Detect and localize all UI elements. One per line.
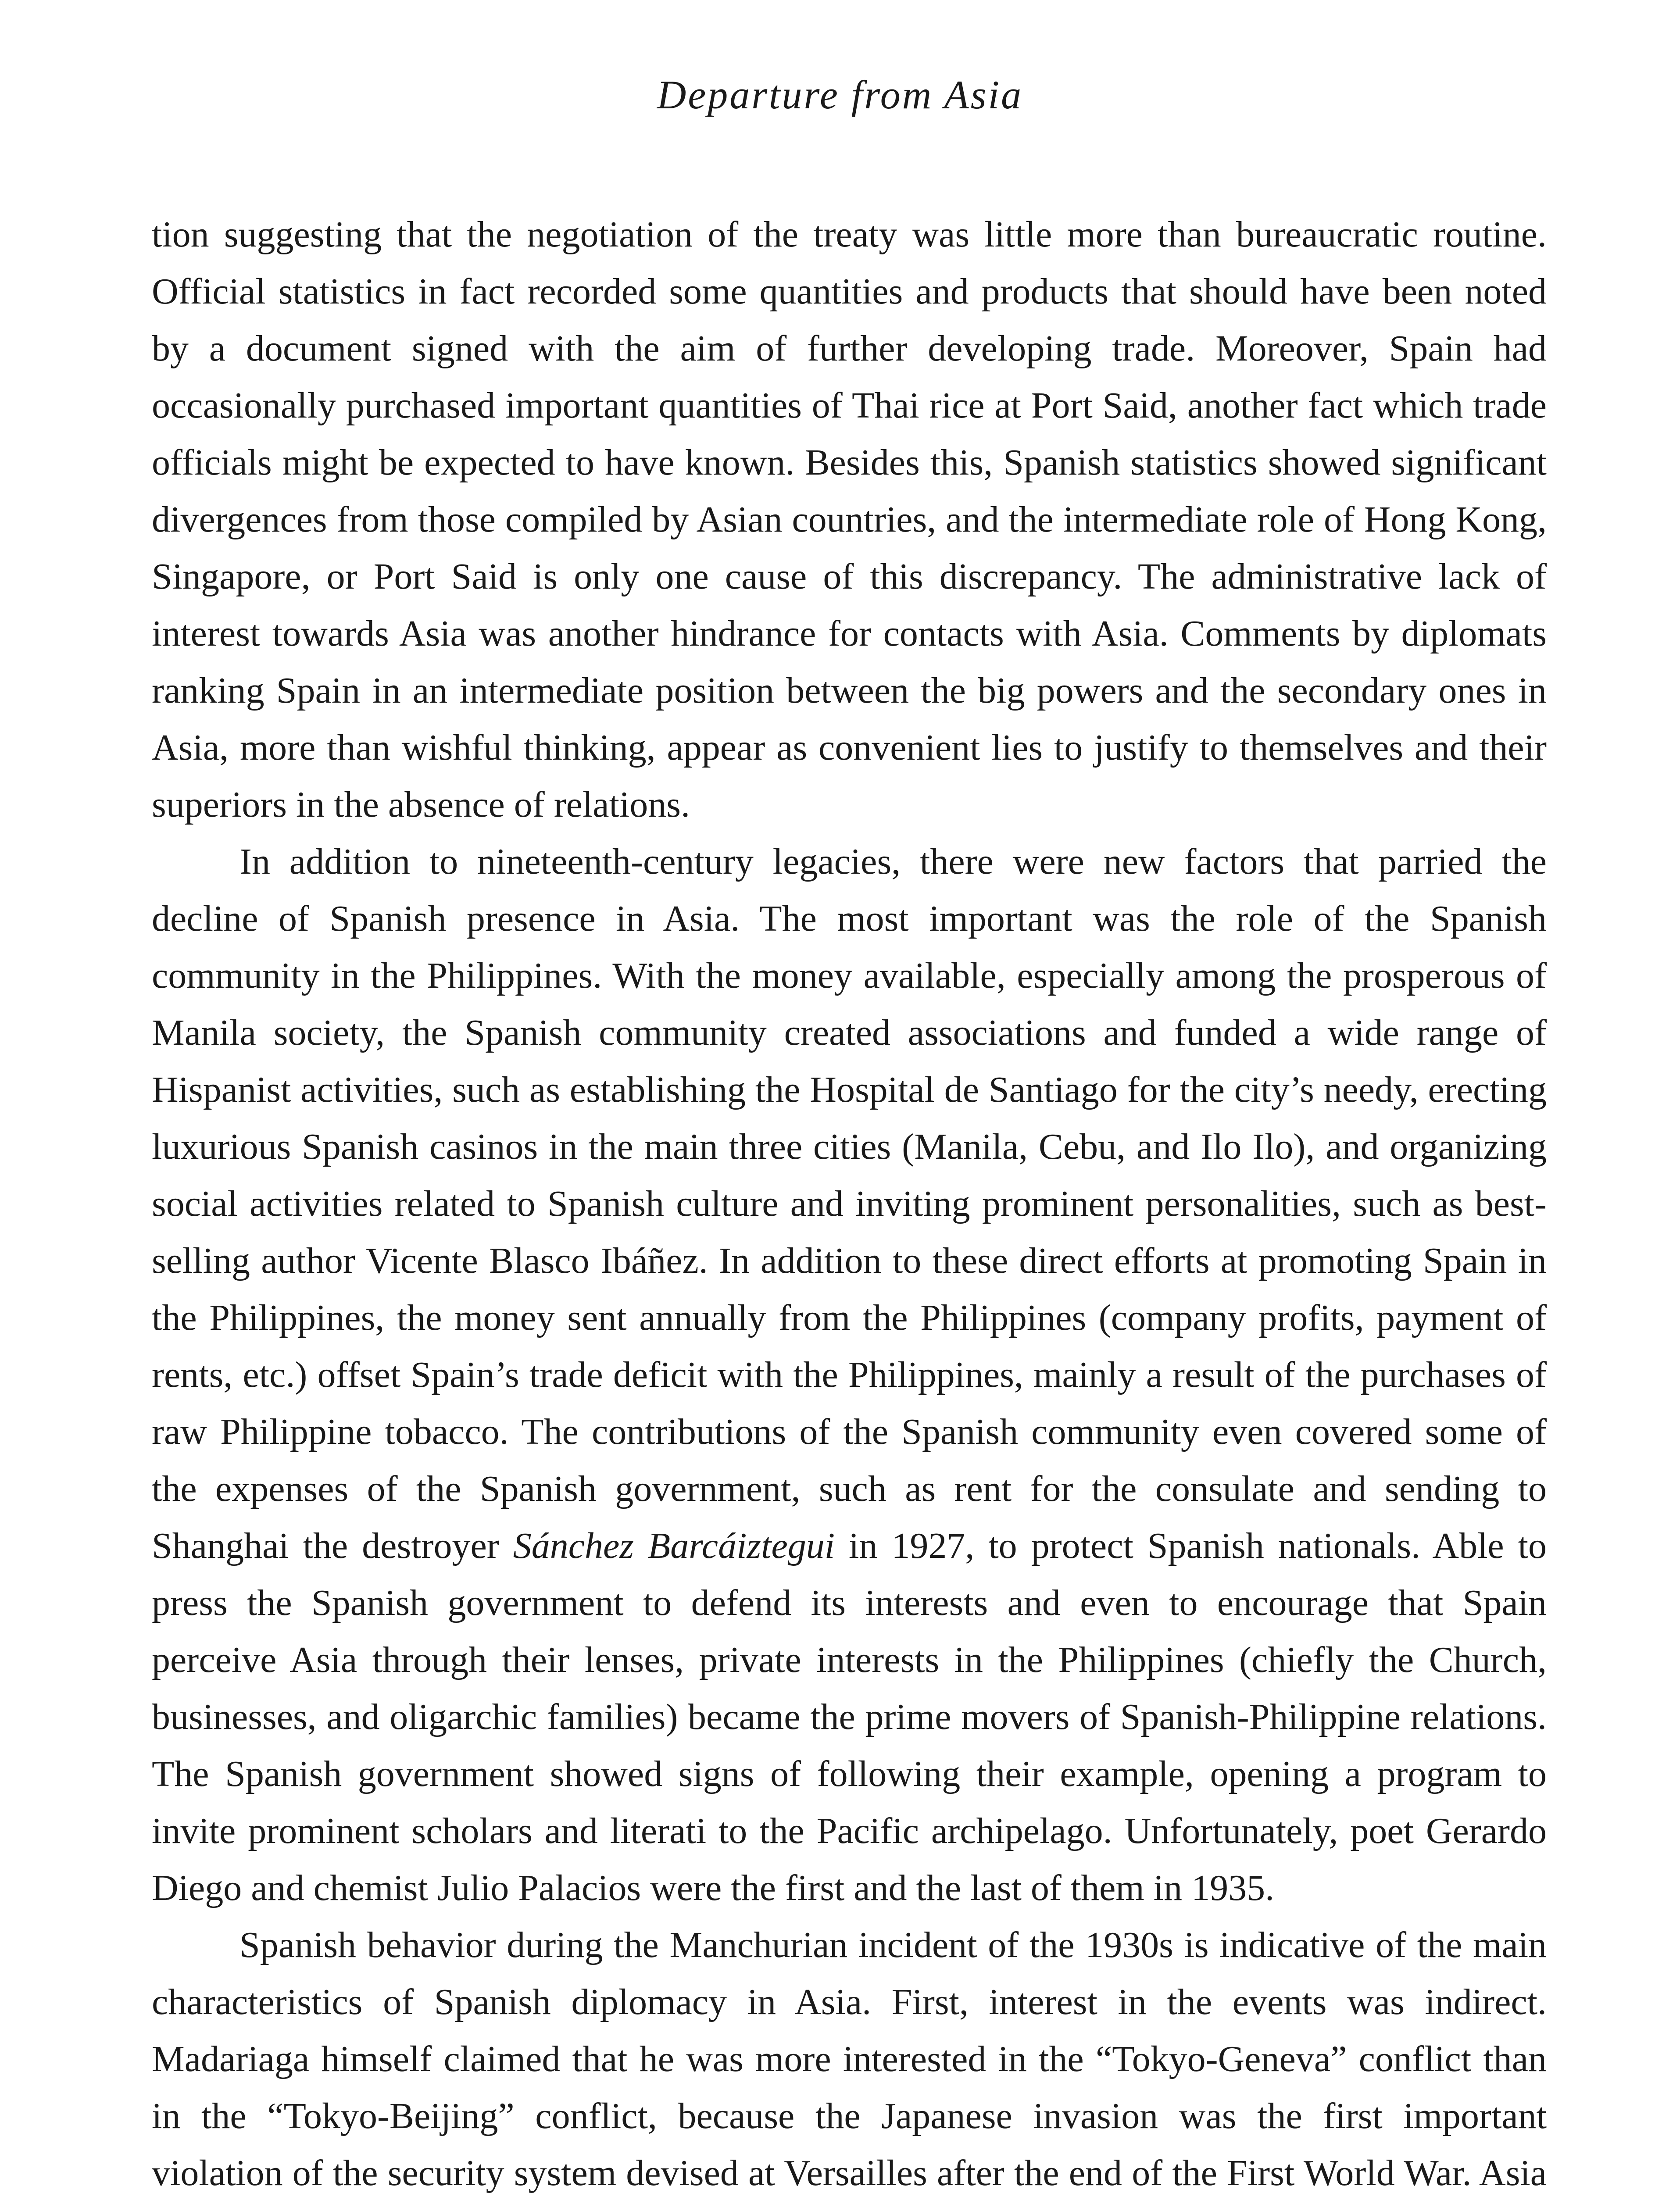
running-head: Departure from Asia: [657, 72, 1023, 117]
paragraph-1: tion suggesting that the negotiation of the treaty was little more than bureaucratic routine. Official statistics in fact recorded some quantities and products that should have been noted by a document signed with the aim of further developing trade. Moreover, Spain had occasionally purchased important quantities of Thai rice at Port Said, another fact which trade officials might be expected to have known. Besides this, Spanish statistics showed significant divergences from those compiled by Asian countries, and the intermediate role of Hong Kong, Singapore, or Port Said is only one cause of this discrepancy. The administrative lack of interest towards Asia was another hindrance for contacts with Asia. Comments by diplomats ranking Spain in an intermediate position between the big powers and the secondary ones in Asia, more than wishful thinking, appear as convenient lies to justify to themselves and their superiors in the absence of relations.: [152, 214, 1547, 825]
paragraph-2-text-end: in 1927, to protect Spanish nationals. Able to press the Spanish government to defend its interests and even to encourage that Spain perceive Asia through their lenses, private interests in the Philippines (chiefly the Church, businesses, and oligarchic families) became the prime movers of Spanish-Philippine relations. The Spanish government showed signs of following their example, opening a program to invite prominent scholars and literati to the Pacific archipelago. Unfortunately, poet Gerardo Diego and chemist Julio Palacios were the first and the last of them in 1935.: [152, 1525, 1547, 1908]
paragraph-2: [152, 833, 1547, 1917]
paragraph-3: Spanish behavior during the Manchurian incident of the 1930s is indicative of the main characteristics of Spanish diplomacy in Asia. First, interest in the events was indirect. Madariaga himself claimed that he was more interested in the “Tokyo-Geneva” conflict than in the “Tokyo-Beijing” conflict, because the Japanese invasion was the first important violation of the security system devised at Versailles after the end of the First World War. Asia: [152, 1925, 1547, 2193]
ship-name: Sánchez Barcáiztegui: [513, 1525, 835, 1566]
paragraph-2-text-start: In addition to nineteenth-century legacies, there were new factors that parried the decline of Spanish presence in Asia. The most important was the role of the Spanish community in the Philippines. With the money available, especially among the prosperous of Manila society, the Spanish community created associations and funded a wide range of Hispanist activities, such as establishing the Hospital de Santiago for the city’s needy, erecting luxurious Spanish casinos in the main three cities (Manila, Cebu, and Ilo Ilo), and organizing social activities related to Spanish culture and inviting prominent personalities, such as best-selling author Vicente Blasco Ibáñez. In addition to these direct efforts at promoting Spain in the Philippines, the money sent annually from the Philippines (company profits, payment of rents, etc.) offset Spain’s trade deficit with the Philippines, mainly a result of the purchases of raw Philippine tobacco. The contributions of the Spanish community even covered some of the expenses of the Spanish government, such as rent for the consulate and sending to Shanghai the destroyer: [152, 841, 1547, 1566]
body-text: [152, 206, 1547, 2193]
